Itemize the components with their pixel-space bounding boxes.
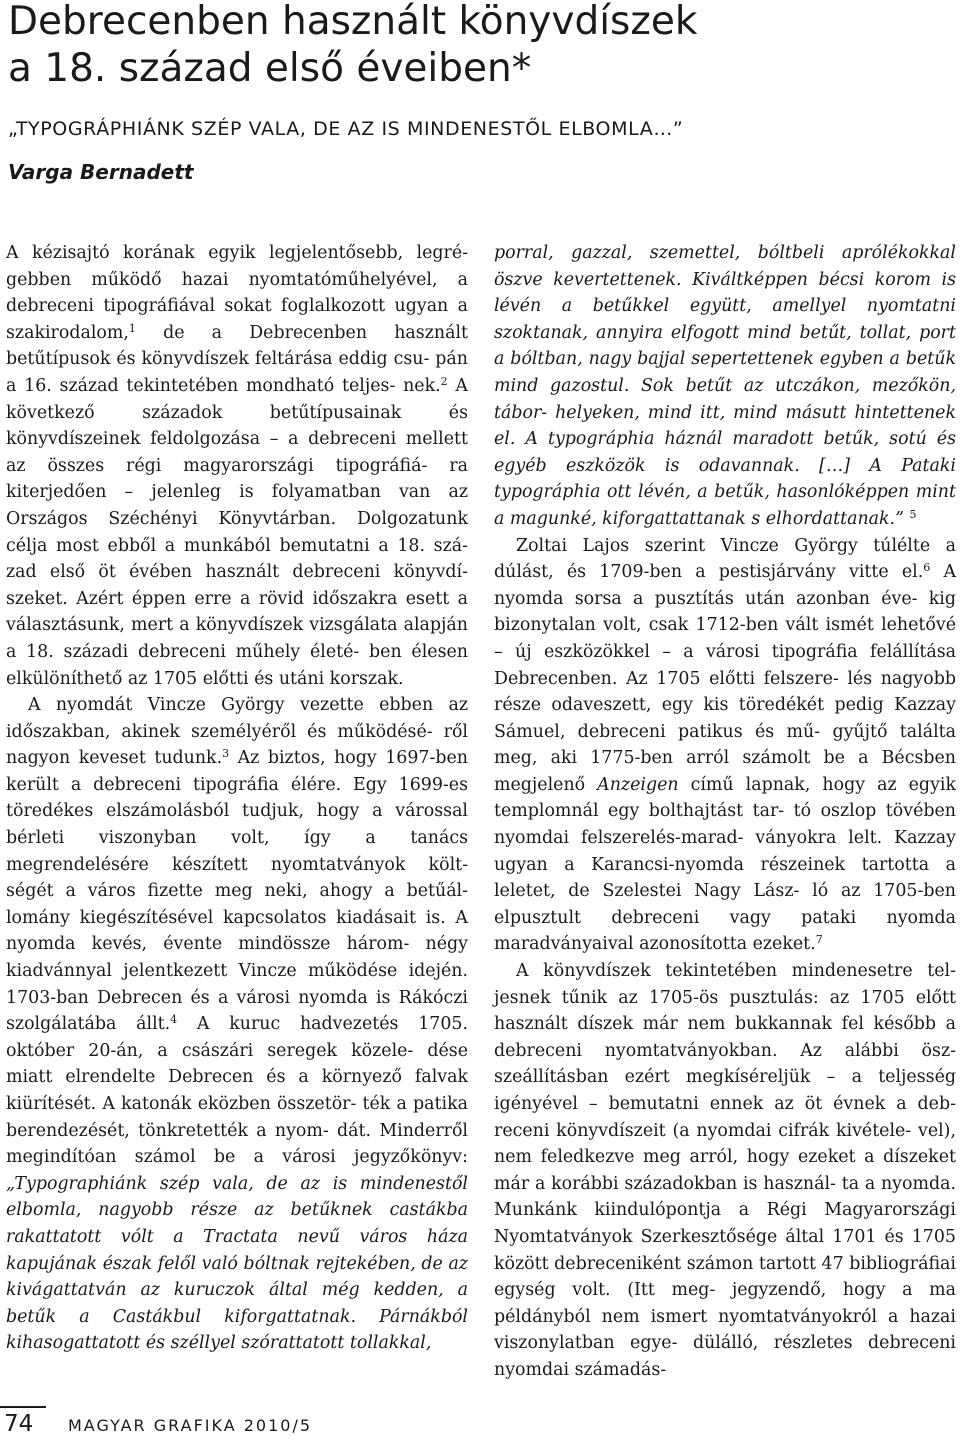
title-line-2: a 18. század első éveiben*: [8, 46, 532, 91]
page-number: 74: [4, 1411, 34, 1437]
paragraph-text: Az biztos, hogy 1697-ben került a debreceni tipográfia élére. Egy 1699-es töredékes elszámolásból tudjuk, hogy a várossal bérleti viszonyban volt, így a tanács megrendelésére készített nyomtatványok költ- ségét a város fizette meg neki, ahogy a betűál- lomány kiegészítésével kapcsolatos kiadásait is. A nyomda kevés, évente mindössze három- négy kiadvánnyal jelentkezett Vincze működése idején. 1703-ban Debrecen és a városi nyomda is Rákóczi szolgálatába állt.: [6, 748, 468, 1035]
right-column: [494, 240, 956, 1384]
article-title: [8, 0, 948, 92]
footnote-ref-3[interactable]: 3: [222, 747, 230, 761]
paragraph-text: A kézisajtó korának egyik legjelentősebb, legré- gebben működő hazai nyomtatóműhelyével, a debreceni tipográfiával sokat foglalkozott ugyan a szakirodalom,: [6, 243, 468, 343]
paragraph-text: című lapnak, hogy az egyik templomnál egy bolthajtást tar- tó oszlop tövében nyomdai felszerelés-marad- ványokra lelt. Kazzay ugyan a Karancsi-nyomda részeinek tartotta a leletet, de Szelestei Nagy Lász- ló az 1705-ben elpusztult debreceni vagy pataki nyomda maradványaival azonosította ezeket.: [494, 774, 956, 955]
left-column: [6, 240, 468, 1357]
footnote-ref-6[interactable]: 6: [923, 561, 931, 575]
journal-name: MAGYAR GRAFIKA 2010/5: [68, 1416, 313, 1435]
article-author: Varga Bernadett: [8, 160, 194, 184]
article-subtitle: „TYPOGRÁPHIÁNK SZÉP VALA, DE AZ IS MINDENESTŐL ELBOMLA…”: [8, 118, 684, 140]
footer-rule: [0, 1406, 46, 1408]
paragraph-4: A könyvdíszek tekintetében mindenesetre tel- jesnek tűnik az 1705-ös pusztulás: az 1705 előtt használt díszek már nem bukkannak fel később a debreceni nyomtatványokban. Az alábbi ösz- szeállításban ezért megkíséreljük – a teljesség igényével – bemutatni ennek az öt évnek a deb- receni könyvdíszeit (a nyomdai cifrák kivétele- vel), nem feledkezve meg arról, hogy ezeket a díszeket már a korábbi századokban is használ- ta a nyomda. Munkánk kiindulópontja a Régi Magyarországi Nyomtatványok Szerkesztősége által 1701 és 1705 között debreceniként számon tartott 47 bibliográfiai egység volt. (Itt meg- jegyzendő, hogy a ma példányból nem ismert nyomtatványokról a hazai viszonylatban egye- dülálló, részletes debreceni nyomdai számadás-: [494, 961, 956, 1380]
paragraph-text: Zoltai Lajos szerint Vincze György túlélte a dúlást, és 1709-ben a pestisjárvány vitte el.: [494, 535, 956, 583]
publication-name: Anzeigen: [597, 774, 679, 795]
paragraph-1: [6, 240, 468, 692]
paragraph-text: A nyomdát Vincze György vezette ebben az időszakban, akinek személyéről és működésé- ről nagyon keveset tudunk.: [6, 695, 468, 769]
footnote-ref-2[interactable]: 2: [440, 374, 448, 388]
quotation-continued: [494, 240, 956, 533]
paragraph-text: A következő századok betűtípusainak és könyvdíszeinek feldolgozása – a debreceni mellett az összes régi magyarországi tipográfiá- ra kiterjedően – jelenleg is folyamatban van az Országos Széchényi Könyvtárban. Dolgozatunk célja most ebből a munkából bemutatni a 18. szá- zad első öt évében használt debreceni könyvdí- szeket. Azért éppen erre a rövid időszakra esett a választásunk, mert a könyvdíszek vizsgálata alapján a 18. századi debreceni műhely életé- ben élesen elkülöníthető az 1705 előtti és utáni korszak.: [6, 375, 468, 689]
paragraph-text: A nyomda sorsa a pusztítás után azonban éve- kig bizonytalan volt, csak 1712-ben vált ismét lehetővé – új eszközökkel – a városi tipográfia felállítása Debrecenben. Az 1705 előtti felszere- lés nagyobb része odaveszett, egy kis töredékét pedig Kazzay Sámuel, debreceni patikus és mű- gyűjtő találta meg, aki 1775-ben arról számolt be a Bécsben megjelenő: [494, 562, 956, 795]
quotation-text: porral, gazzal, szemettel, bóltbeli aprólékokkal öszve kevertettenek. Kiváltképpen bécsi korom is lévén a betűkkel együtt, amellyel nyomtatni szoktanak, annyira elfogott mind betűt, tollat, port a bóltban, nagy bajjal sepertettenek egyben a betűk mind gazostul. Sok betűt az utczákon, mezőkön, tábor- helyeken, mind itt, mind másutt hintettenek el. A typográphia háznál maradott betűk, sotú és egyéb eszközök is odavannak. […] A Pataki typográphia ott lévén, a betűk, hasonlóképpen mint a magunké, kiforgattattanak s elhordattanak.”: [494, 243, 956, 529]
footnote-ref-1[interactable]: 1: [128, 321, 136, 335]
paragraph-text: de a Debrecenben használt betűtípusok és könyvdíszek feltárása eddig csu- pán a 16. század tekintetében mondható teljes- nek.: [6, 322, 468, 396]
quotation-text: „Typographiánk szép vala, de az is mindenestől elbomla, nagyobb része az betűknek castákba rakattatott vólt a Tractata nevű város háza kapujának észak felől való bóltnak rejtekében, de az kivágattatván az kuruczok által még kedden, a betűk a Castákbul kiforgattatnak. Párnákból kihasogattatott és széllyel szórattatott tollakkal,: [6, 1173, 468, 1354]
title-line-1: Debrecenben használt könyvdíszek: [8, 0, 698, 44]
paragraph-text: A kuruc hadvezetés 1705. október 20-án, a császári seregek közele- dése miatt elrendelte Debrecen és a környező falvak kiürítését. A katonák eközben összetör- ték a patika berendezését, tönkretették a nyom- dát. Minderről megindítóan számol be a városi jegyzőkönyv:: [6, 1014, 468, 1168]
footnote-ref-5[interactable]: 5: [909, 507, 917, 521]
paragraph-3: [494, 533, 956, 959]
paragraph-2: [6, 692, 468, 1357]
footnote-ref-7[interactable]: 7: [815, 933, 823, 947]
footnote-ref-4[interactable]: 4: [170, 1013, 178, 1027]
